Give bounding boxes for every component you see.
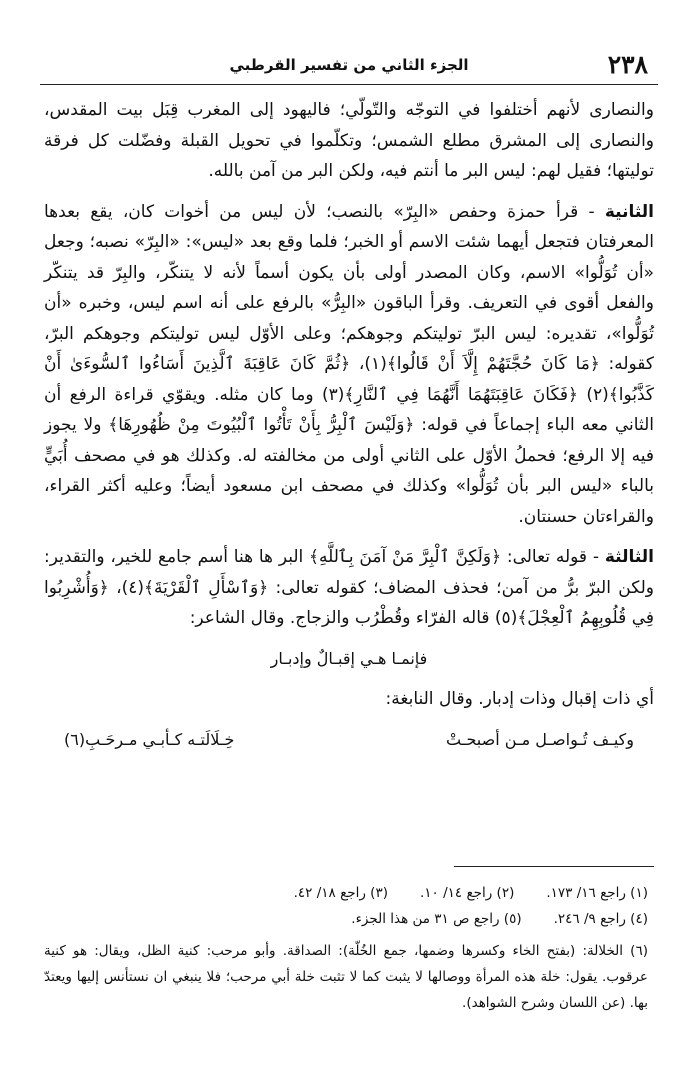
footnote-4: (٤) راجع ٩/ ٢٤٦. (553, 911, 648, 927)
paragraph-3 (44, 542, 654, 634)
page-number: ٢٣٨ (607, 50, 648, 79)
poetry-verse: فإنمـا هـي إقبـالٌ وإدبـار (270, 648, 428, 668)
running-title: الجزء الثاني من تفسير القرطبي (229, 56, 469, 74)
footnote-row-2 (44, 906, 648, 932)
footnotes (44, 880, 648, 1016)
page-header (40, 44, 658, 85)
paragraph-2 (44, 197, 654, 533)
footnote-1: (١) راجع ١٦/ ١٧٣. (546, 885, 648, 901)
paragraph-2-text: - قرأ حمزة وحفص «البِرّ» بالنصب؛ لأن ليس من أخوات كان، يقع بعدها المعرفتان فتجعل أيهما شئت الاسم أو الخبر؛ فلما وقع بعد «ليس»: «البِرّ» نصبه؛ وجعل «أن تُوَلُّوا» الاسم، وكان المصدر أولى بأن يكون أسماً لأنه لا يتنكّر، والبِرّ قد يتنكّر والفعل أقوى في التعريف. وقرأ الباقون «البِرُّ» بالرفع على أنه اسم ليس، وخبره «أن تُوَلُّوا»، تقديره: ليس البرّ توليتكم وجوهكم؛ وعلى الأوّل ليس توليتكم وجوهكم البرّ، كقوله: ﴿مَا كَانَ حُجَّتَهُمْ إِلَّاَ أَنْ قَالُوا﴾(١)، ﴿ثُمَّ كَانَ عَاقِبَةَ ٱلَّذِينَ أَسَاءُوا ٱلسُّوءَىٰ أَنْ كَذَّبُوا﴾(٢) ﴿فَكَانَ عَاقِبَتَهُمَا أَنَّهُمَا فِي ٱلنَّارِ﴾(٣) وما كان مثله. ويقوّي قراءة الرفع أن الثاني معه الباء إجماعاً في قوله: ﴿وَلَيْسَ ٱلْبِرُّ بِأَنْ تَأْتُوا ٱلْبُيُوتَ مِنْ ظُهُورِهَا﴾ ولا يجوز فيه إلا الرفع؛ فحملُ الأوّل على الثاني أولى من مخالفته له. وكذلك هو في مصحف أُبَيٍّ بالباء «ليس البر بأن تُوَلُّوا» وكذلك في مصحف ابن مسعود أيضاً؛ وعليه أكثر القراء، والقراءتان حسنتان. (44, 201, 654, 527)
paragraph-1: والنصارى لأنهم أختلفوا في التوجّه والتّولّي؛ فاليهود إلى المغرب قِبَل بيت المقدس، والنصارى إلى المشرق مطلع الشمس؛ وتكلّموا في تحويل القبلة وفضّلت كل فرقة توليتها؛ فقيل لهم: ليس البر ما أنتم فيه، ولكن البر من آمن بالله. (44, 100, 654, 181)
couplet-first-hemistich: وكيـف تُـواصـل مـن أصبحـتْ (446, 729, 634, 749)
paragraph-3-text: - قوله تعالى: ﴿وَلَكِنَّ ٱلْبِرَّ مَنْ آمَنَ بِٱللَّهِ﴾ البر ها هنا أسم جامع للخير، والتقدير: ولكن البرّ برُّ من آمن؛ فحذف المضاف؛ كقوله تعالى: ﴿وَٱسْأَلِ ٱلْقَرْيَةَ﴾(٤)، ﴿وَأُشْرِبُوا فِي قُلُوبِهِمُ ٱلْعِجْلَ﴾(٥) قاله الفرّاء وقُطْرُب والزجاج. وقال الشاعر: (44, 547, 654, 628)
paragraph-3-heading: الثالثة (604, 547, 654, 567)
footnote-divider (454, 866, 654, 867)
footnote-2: (٢) راجع ١٤/ ١٠. (420, 885, 515, 901)
paragraph-2-heading: الثانية (604, 201, 654, 222)
paragraph-4: أي ذات إقبال وذات إدبار. وقال النابغة: (385, 689, 654, 709)
footnote-row-1 (44, 880, 648, 906)
main-text (44, 95, 654, 755)
footnote-5: (٥) راجع ص ٣١ من هذا الجزء. (351, 911, 522, 927)
couplet-second-hemistich: خِـلَالَتـه كـأبـي مـرحَـبِ(٦) (64, 729, 235, 749)
footnote-6: (٦) الخلالة: (بفتح الخاء وكسرها وضمها، جمع الخُلّة): الصداقة. وأبو مرحب: كنية الظل، ويقال: هو كنية عرقوب. يقول: خلة هذه المرأة ووصالها لا يثبت كما لا تثبت خلة أبي مرحب؛ فلا ينبغي ان نستأنس إليها ويعتدّ بها. (عن اللسان وشرح الشواهد). (44, 943, 648, 1011)
footnote-3: (٣) راجع ١٨/ ٤٢. (293, 885, 388, 901)
poetry-couplet (64, 725, 634, 756)
